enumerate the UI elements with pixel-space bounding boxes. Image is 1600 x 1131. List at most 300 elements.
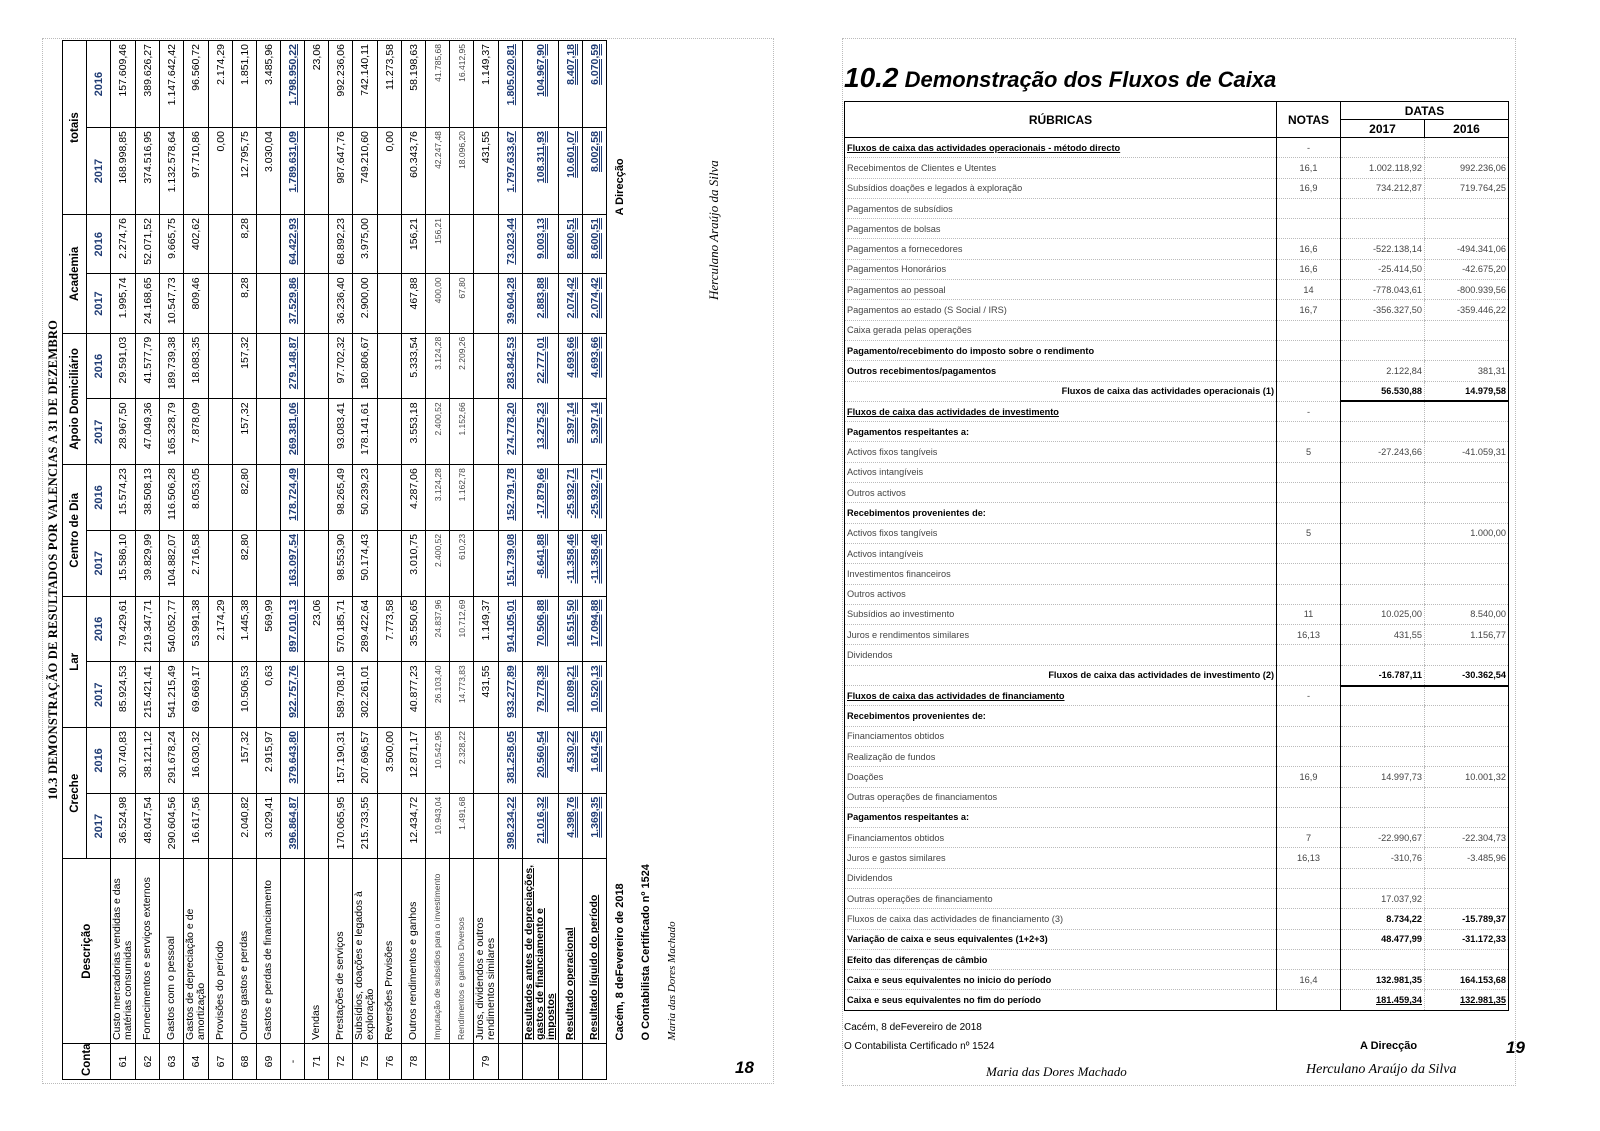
col-year-header: 2016 [87,215,111,274]
col-group-header: Lar [63,596,87,727]
account-code: - [281,1043,305,1079]
value-cell: 1.805.020,81 [499,41,523,128]
value-cell: 96.560,72 [184,41,209,128]
table-row [845,300,1509,320]
note-ref [1277,726,1341,746]
note-ref [1277,949,1341,969]
rubric-label: Activos fixos tangíveis [845,523,1277,543]
account-description: Rendimentos e ganhos Diversos [450,859,474,1043]
table-row [845,584,1509,604]
col-header-2016: 2016 [1425,120,1509,138]
col-year-header: 2017 [87,274,111,333]
value-cell: 10.506,53 [233,662,257,728]
account-code: 64 [184,1043,209,1079]
value-cell: 15.574,23 [111,465,136,531]
note-ref: 16,1 [1277,158,1341,178]
value-cell: 12.871,17 [402,728,426,794]
value-2017: 48.477,99 [1381,934,1422,945]
value-cell: 10.601,07 [559,128,583,215]
account-description: Gastos de depreciação e de amortização [184,859,209,1043]
table-row [845,848,1509,868]
value-cell: 400,00 [426,274,450,333]
value-cell: 41.785,68 [426,41,450,128]
value-cell: 381.258,05 [499,728,523,794]
value-cell: 12.434,72 [402,793,426,859]
value-cell: 5.333,54 [402,333,426,399]
account-code: 61 [111,1043,136,1079]
note-ref [1277,909,1341,929]
value-cell: 992.236,06 [329,41,353,128]
note-ref: - [1277,401,1341,421]
value-cell: 156,21 [402,215,426,274]
rubric-label: Fluxos de caixa das actividades de investimento (2) [845,665,1277,685]
value-cell: 42.247,48 [426,128,450,215]
value-cell: 1.851,10 [233,41,257,128]
table-row [523,41,559,1080]
value-cell: 9.665,75 [160,215,184,274]
value-cell: 274.778,20 [499,399,523,465]
table-row [402,41,426,1080]
value-cell: 50.239,23 [353,465,378,531]
value-cell: 37.529,86 [281,274,305,333]
value-cell [257,465,281,531]
value-cell: 1.149,37 [474,41,499,128]
rubric-label: Fluxos de caixa das actividades operacionais - método directo [845,138,1277,158]
value-cell: 82,80 [233,530,257,596]
note-ref: - [1277,686,1341,706]
value-cell: 2.400,52 [426,399,450,465]
note-ref [1277,665,1341,685]
value-cell: 8.002,58 [583,128,607,215]
value-cell: 374.516,95 [136,128,160,215]
value-2017: -16.787,11 [1378,670,1422,681]
value-cell: 1.798.950,22 [281,41,305,128]
table-row [845,138,1509,158]
value-cell: 5.397,14 [559,399,583,465]
account-code [583,1043,607,1079]
table-row [845,158,1509,178]
value-cell: 24.168,65 [136,274,160,333]
table-row [845,888,1509,908]
value-cell [474,333,499,399]
value-cell: 396.864,87 [281,793,305,859]
value-cell: 104.967,90 [523,41,559,128]
note-ref: 14 [1277,280,1341,300]
note-ref: 16,9 [1277,767,1341,787]
value-cell: 0,63 [257,662,281,728]
value-cell: 2.915,97 [257,728,281,794]
value-cell: 3.975,00 [353,215,378,274]
table-row [184,41,209,1080]
value-cell: 398.234,22 [499,793,523,859]
value-cell: 431,55 [474,128,499,215]
footer-direction: A Direcção [613,158,626,216]
value-cell: 7.773,58 [378,596,402,662]
value-2017: 17.037,92 [1381,893,1422,904]
value-2017: -356.327,50 [1372,305,1422,316]
value-cell: 10.943,04 [426,793,450,859]
value-cell: 1.162,78 [450,465,474,531]
signature-herculano: Herculano Araújo da Silva [1306,1062,1457,1077]
value-cell: 302.261,01 [353,662,378,728]
table-row [845,219,1509,239]
table-row [845,401,1509,421]
value-cell [257,399,281,465]
results-table-title: 10.3 DEMONSTRAÇÃO DE RESULTADOS POR VALENCIAS A 31 DE DEZEMBRO [46,319,60,801]
account-code [450,1043,474,1079]
footer-accountant: O Contabilista Certificado nº 1524 [639,864,652,1041]
value-cell: 108.311,93 [523,128,559,215]
table-row [845,686,1509,706]
table-row [845,706,1509,726]
table-row [845,422,1509,442]
value-cell: 3.030,04 [257,128,281,215]
table-row [329,41,353,1080]
rubric-label: Realização de fundos [845,746,1277,766]
value-cell: 52.071,52 [136,215,160,274]
value-cell: 1.152,66 [450,399,474,465]
value-cell: 16.412,95 [450,41,474,128]
note-ref: 16,13 [1277,625,1341,645]
value-cell: 1.369,35 [583,793,607,859]
value-cell [474,530,499,596]
value-2016: 719.764,25 [1460,183,1506,194]
value-cell: 2.400,52 [426,530,450,596]
table-row [353,41,378,1080]
table-row [233,41,257,1080]
value-cell: 269.381,06 [281,399,305,465]
rubric-label: Investimentos financeiros [845,564,1277,584]
value-cell: -11.358,46 [559,530,583,596]
rubric-label: Efeito das diferenças de câmbio [845,949,1277,969]
note-ref: 16,6 [1277,259,1341,279]
value-cell: 178.724,49 [281,465,305,531]
account-description: Imputação de subsídios para o investimento [426,859,450,1043]
account-code: 75 [353,1043,378,1079]
value-cell: 809,46 [184,274,209,333]
value-cell [305,793,329,859]
table-row [845,665,1509,685]
signature-maria: Maria das Dores Machado [986,1064,1127,1079]
table-row [845,381,1509,401]
table-row [845,990,1509,1010]
value-2016: -359.446,22 [1456,305,1506,316]
value-cell [474,274,499,333]
value-2016: 1.000,00 [1470,528,1506,539]
value-cell [450,215,474,274]
value-cell [305,728,329,794]
rubric-label: Juros e rendimentos similares [845,625,1277,645]
value-cell [378,465,402,531]
value-cell: 69.669,17 [184,662,209,728]
table-row [257,41,281,1080]
value-2016: -42.675,20 [1462,264,1506,275]
rubric-label: Pagamentos Honorários [845,259,1277,279]
rubric-label: Pagamentos de bolsas [845,219,1277,239]
value-cell: 97.710,86 [184,128,209,215]
table-row [845,604,1509,624]
note-ref [1277,320,1341,340]
col-year-header: 2017 [87,399,111,465]
value-2016: -3.485,96 [1467,853,1506,864]
value-cell: 67,80 [450,274,474,333]
value-2017: 734.212,87 [1376,183,1422,194]
value-cell: 4.287,06 [402,465,426,531]
account-description [281,859,305,1043]
value-cell: 431,55 [474,662,499,728]
rubric-label: Caixa e seus equivalentes no fim do período [845,990,1277,1010]
value-cell: 35.550,65 [402,596,426,662]
rubric-label: Doações [845,767,1277,787]
rubric-label: Recebimentos provenientes de: [845,503,1277,523]
value-cell [257,215,281,274]
rubric-label: Pagamentos ao pessoal [845,280,1277,300]
value-2016: -31.172,33 [1462,934,1506,945]
account-code: 78 [402,1043,426,1079]
table-row [845,746,1509,766]
table-row [450,41,474,1080]
col-group-header: Apoio Domiciliário [63,333,87,464]
page-number-right: 19 [1506,1038,1525,1057]
note-ref [1277,564,1341,584]
value-cell: 22.777,01 [523,333,559,399]
value-cell: 30.740,83 [111,728,136,794]
note-ref [1277,422,1341,442]
value-cell: 73.023,44 [499,215,523,274]
value-cell: 97.702,32 [329,333,353,399]
value-cell: 279.148,87 [281,333,305,399]
col-header-rubricas: RÚBRICAS [845,102,1277,138]
value-cell: 467,88 [402,274,426,333]
table-row [845,970,1509,990]
value-cell [305,530,329,596]
value-cell: 5.397,14 [583,399,607,465]
rubric-label: Fluxos de caixa das actividades de financiamento (3) [845,909,1277,929]
note-ref: 11 [1277,604,1341,624]
value-cell [305,662,329,728]
value-2016: -41.059,31 [1462,447,1506,458]
note-ref [1277,746,1341,766]
value-cell: 0,00 [209,128,233,215]
rubric-label: Pagamentos a fornecedores [845,239,1277,259]
value-cell: 9.003,13 [523,215,559,274]
value-cell: 8.600,51 [583,215,607,274]
note-ref: 16,9 [1277,178,1341,198]
value-cell: 23,06 [305,41,329,128]
value-cell: -11.358,46 [583,530,607,596]
table-row [136,41,160,1080]
value-cell: 541.215,49 [160,662,184,728]
value-cell: 41.577,79 [136,333,160,399]
rubric-label: Fluxos de caixa das actividades de financiamento [845,686,1277,706]
heading-text: Demonstração dos Fluxos de Caixa [904,67,1277,92]
rubric-label: Pagamentos ao estado (S Social / IRS) [845,300,1277,320]
note-ref [1277,706,1341,726]
value-2016: -800.939,56 [1456,284,1506,295]
value-cell: 180.806,67 [353,333,378,399]
value-cell [209,399,233,465]
note-ref: 5 [1277,442,1341,462]
value-cell: 18.096,20 [450,128,474,215]
value-cell: 2.883,88 [523,274,559,333]
note-ref: 7 [1277,828,1341,848]
value-cell: 2.716,58 [184,530,209,596]
value-cell: 922.757,76 [281,662,305,728]
table-row [474,41,499,1080]
value-cell: 157.609,46 [111,41,136,128]
value-cell [305,128,329,215]
value-cell: 82,80 [233,465,257,531]
value-cell: 23,06 [305,596,329,662]
value-cell: 16.515,50 [559,596,583,662]
value-cell: 215.421,41 [136,662,160,728]
value-cell: 20.560,54 [523,728,559,794]
value-cell: 10.089,21 [559,662,583,728]
col-year-header: 2016 [87,333,111,399]
account-code: 76 [378,1043,402,1079]
value-cell: 3.124,28 [426,465,450,531]
col-header-datas: DATAS [1341,102,1509,120]
note-ref: 16,4 [1277,970,1341,990]
value-2016: -494.341,06 [1456,244,1506,255]
account-description: Provisões do período [209,859,233,1043]
table-row [209,41,233,1080]
value-cell: 157,32 [233,728,257,794]
value-2017: -778.043,61 [1372,284,1422,295]
value-cell: 402,62 [184,215,209,274]
value-cell: 1.132.578,64 [160,128,184,215]
footer-accountant: O Contabilista Certificado nº 1524 [844,1041,995,1052]
note-ref: 5 [1277,523,1341,543]
rubric-label: Activos intangíveis [845,462,1277,482]
table-row [845,949,1509,969]
value-cell: 2.274,76 [111,215,136,274]
footer-date: Cacém, 8 deFevereiro de 2018 [613,883,626,1041]
value-cell: 2.174,29 [209,41,233,128]
value-cell: 58.198,63 [402,41,426,128]
value-cell: 15.586,10 [111,530,136,596]
value-2017: -22.990,67 [1378,832,1422,843]
value-cell [474,465,499,531]
value-cell [257,530,281,596]
value-cell: 6.070,59 [583,41,607,128]
col-year-header: 2016 [87,728,111,794]
col-header-2017: 2017 [1341,120,1425,138]
note-ref [1277,503,1341,523]
value-cell [378,793,402,859]
value-cell: 17.094,88 [583,596,607,662]
rubric-label: Financiamentos obtidos [845,726,1277,746]
note-ref [1277,340,1341,360]
account-code: 69 [257,1043,281,1079]
rubric-label: Activos fixos tangíveis [845,442,1277,462]
table-row [845,178,1509,198]
value-2017: 56.530,88 [1381,385,1422,396]
signature-herculano: Herculano Araújo da Silva [706,160,721,300]
table-row [845,483,1509,503]
table-row [845,828,1509,848]
value-2016: 381,31 [1477,365,1506,376]
account-description [499,859,523,1043]
value-cell: 897.010,13 [281,596,305,662]
table-row [845,868,1509,888]
value-cell: 3.500,00 [378,728,402,794]
value-cell: 7.878,09 [184,399,209,465]
value-cell [378,333,402,399]
value-cell [209,333,233,399]
value-cell: 283.842,53 [499,333,523,399]
note-ref [1277,888,1341,908]
value-cell: 36.524,98 [111,793,136,859]
value-cell: -8.641,88 [523,530,559,596]
account-description: Resultado operacional [559,859,583,1043]
value-cell: 53.991,38 [184,596,209,662]
note-ref [1277,929,1341,949]
value-cell [209,274,233,333]
col-group-header: Centro de Dia [63,465,87,596]
right-page [800,0,1600,1131]
value-cell: 12.795,75 [233,128,257,215]
value-cell: 289.422,64 [353,596,378,662]
table-row [378,41,402,1080]
table-row [845,807,1509,827]
value-2016: 1.156,77 [1470,629,1506,640]
rubric-label: Outros activos [845,483,1277,503]
value-cell: 570.185,71 [329,596,353,662]
table-row [845,929,1509,949]
value-cell: 291.678,24 [160,728,184,794]
value-cell: 4.398,76 [559,793,583,859]
account-code: 63 [160,1043,184,1079]
account-description: Resultado líquido do período [583,859,607,1043]
value-cell: 29.591,03 [111,333,136,399]
results-by-valency-table [62,40,685,1080]
rubric-label: Subsídios doações e legados à exploração [845,178,1277,198]
value-cell: 379.643,80 [281,728,305,794]
value-cell: 933.277,89 [499,662,523,728]
value-2017: 10.025,00 [1381,609,1422,620]
value-cell: 8,28 [233,215,257,274]
value-cell: 987.647,76 [329,128,353,215]
value-cell: 8,28 [233,274,257,333]
value-cell: 290.604,56 [160,793,184,859]
value-cell: 39.604,28 [499,274,523,333]
rubric-label: Recebimentos de Clientes e Utentes [845,158,1277,178]
value-cell: 3.553,18 [402,399,426,465]
col-group-header: Creche [63,728,87,859]
value-cell: 26.103,40 [426,662,450,728]
rubric-label: Dividendos [845,868,1277,888]
value-cell [378,662,402,728]
value-cell: 3.124,28 [426,333,450,399]
value-cell: 742.140,11 [353,41,378,128]
value-cell [474,793,499,859]
value-cell: 2.900,00 [353,274,378,333]
rubric-label: Variação de caixa e seus equivalentes (1+2+3) [845,929,1277,949]
value-cell [378,215,402,274]
value-cell: 38.508,13 [136,465,160,531]
cash-flow-heading [844,62,1276,94]
value-cell: 28.967,50 [111,399,136,465]
value-cell [474,728,499,794]
value-cell: 157,32 [233,399,257,465]
value-cell: 8.053,05 [184,465,209,531]
value-cell: 157,32 [233,333,257,399]
value-cell: 40.877,23 [402,662,426,728]
rubric-label: Activos intangíveis [845,543,1277,563]
rubric-label: Caixa gerada pelas operações [845,320,1277,340]
value-cell: 21.016,32 [523,793,559,859]
